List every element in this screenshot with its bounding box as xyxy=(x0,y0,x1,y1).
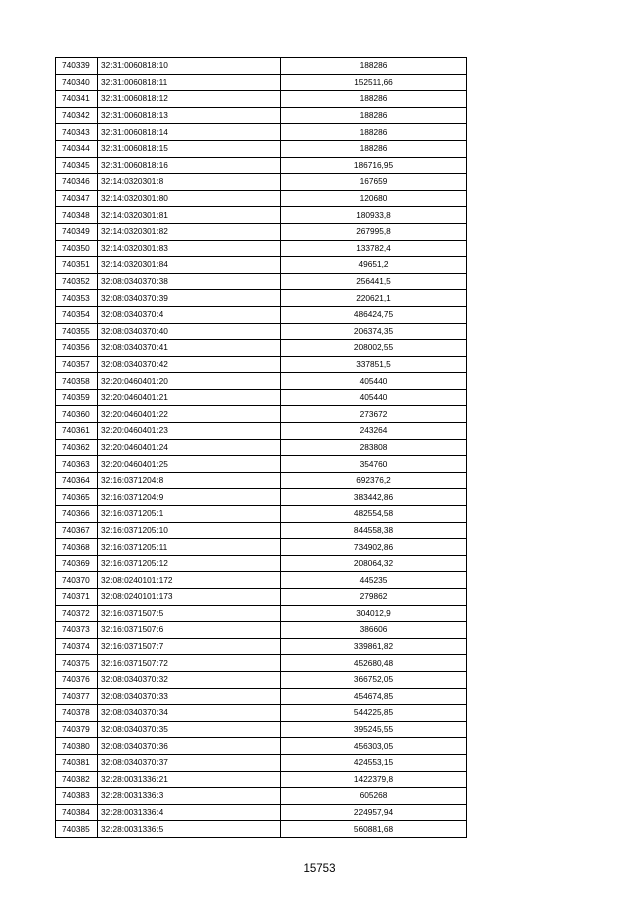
cadastral-number-cell: 32:08:0340370:35 xyxy=(98,721,281,738)
row-number-cell: 740368 xyxy=(56,539,98,556)
value-cell: 1422379,8 xyxy=(281,771,467,788)
cadastral-number-cell: 32:20:0460401:25 xyxy=(98,456,281,473)
row-number-cell: 740356 xyxy=(56,340,98,357)
row-number-cell: 740351 xyxy=(56,257,98,274)
row-number-cell: 740373 xyxy=(56,622,98,639)
table-row xyxy=(56,240,467,257)
cadastral-number-cell: 32:31:0060818:15 xyxy=(98,140,281,157)
value-cell: 267995,8 xyxy=(281,223,467,240)
row-number-cell: 740364 xyxy=(56,472,98,489)
table-row xyxy=(56,622,467,639)
table-row xyxy=(56,58,467,75)
row-number-cell: 740363 xyxy=(56,456,98,473)
value-cell: 337851,5 xyxy=(281,356,467,373)
page-number: 15753 xyxy=(303,863,336,875)
table-row xyxy=(56,74,467,91)
cadastral-number-cell: 32:31:0060818:12 xyxy=(98,91,281,108)
value-cell: 395245,55 xyxy=(281,721,467,738)
cadastral-number-cell: 32:14:0320301:84 xyxy=(98,257,281,274)
value-cell: 445235 xyxy=(281,572,467,589)
row-number-cell: 740360 xyxy=(56,406,98,423)
table-row xyxy=(56,174,467,191)
table-row xyxy=(56,771,467,788)
table-row xyxy=(56,423,467,440)
row-number-cell: 740361 xyxy=(56,423,98,440)
cadastral-number-cell: 32:08:0340370:33 xyxy=(98,688,281,705)
row-number-cell: 740340 xyxy=(56,74,98,91)
value-cell: 486424,75 xyxy=(281,306,467,323)
value-cell: 188286 xyxy=(281,91,467,108)
cadastral-number-cell: 32:16:0371507:5 xyxy=(98,605,281,622)
table-row xyxy=(56,788,467,805)
cadastral-number-cell: 32:31:0060818:10 xyxy=(98,58,281,75)
cadastral-number-cell: 32:20:0460401:21 xyxy=(98,389,281,406)
cadastral-number-cell: 32:08:0340370:32 xyxy=(98,671,281,688)
value-cell: 692376,2 xyxy=(281,472,467,489)
value-cell: 120680 xyxy=(281,190,467,207)
table-row xyxy=(56,522,467,539)
row-number-cell: 740352 xyxy=(56,273,98,290)
value-cell: 152511,66 xyxy=(281,74,467,91)
table-row xyxy=(56,257,467,274)
row-number-cell: 740380 xyxy=(56,738,98,755)
table-row xyxy=(56,306,467,323)
cadastral-number-cell: 32:31:0060818:11 xyxy=(98,74,281,91)
value-cell: 256441,5 xyxy=(281,273,467,290)
table-row xyxy=(56,738,467,755)
table-row xyxy=(56,107,467,124)
cadastral-number-cell: 32:16:0371507:72 xyxy=(98,655,281,672)
row-number-cell: 740374 xyxy=(56,638,98,655)
cadastral-number-cell: 32:20:0460401:23 xyxy=(98,423,281,440)
row-number-cell: 740348 xyxy=(56,207,98,224)
value-cell: 188286 xyxy=(281,140,467,157)
table-row xyxy=(56,290,467,307)
cadastral-number-cell: 32:08:0340370:36 xyxy=(98,738,281,755)
value-cell: 734902,86 xyxy=(281,539,467,556)
table-row xyxy=(56,688,467,705)
value-cell: 167659 xyxy=(281,174,467,191)
table-body xyxy=(56,58,467,838)
table-row xyxy=(56,456,467,473)
cadastral-number-cell: 32:28:0031336:5 xyxy=(98,821,281,838)
cadastral-number-cell: 32:08:0340370:42 xyxy=(98,356,281,373)
table-row xyxy=(56,389,467,406)
row-number-cell: 740359 xyxy=(56,389,98,406)
row-number-cell: 740357 xyxy=(56,356,98,373)
value-cell: 188286 xyxy=(281,58,467,75)
cadastral-number-cell: 32:08:0340370:39 xyxy=(98,290,281,307)
table-row xyxy=(56,472,467,489)
cadastral-number-cell: 32:31:0060818:14 xyxy=(98,124,281,141)
table-row xyxy=(56,190,467,207)
row-number-cell: 740378 xyxy=(56,705,98,722)
table-row xyxy=(56,406,467,423)
value-cell: 452680,48 xyxy=(281,655,467,672)
table-row xyxy=(56,373,467,390)
cadastral-number-cell: 32:16:0371205:1 xyxy=(98,506,281,523)
table-row xyxy=(56,721,467,738)
table-row xyxy=(56,489,467,506)
value-cell: 383442,86 xyxy=(281,489,467,506)
row-number-cell: 740362 xyxy=(56,439,98,456)
row-number-cell: 740355 xyxy=(56,323,98,340)
table-row xyxy=(56,356,467,373)
cadastral-number-cell: 32:08:0340370:38 xyxy=(98,273,281,290)
row-number-cell: 740339 xyxy=(56,58,98,75)
cadastral-number-cell: 32:08:0340370:41 xyxy=(98,340,281,357)
value-cell: 424553,15 xyxy=(281,754,467,771)
row-number-cell: 740344 xyxy=(56,140,98,157)
cadastral-number-cell: 32:16:0371507:7 xyxy=(98,638,281,655)
row-number-cell: 740382 xyxy=(56,771,98,788)
row-number-cell: 740385 xyxy=(56,821,98,838)
value-cell: 560881,68 xyxy=(281,821,467,838)
table-row xyxy=(56,273,467,290)
cadastral-number-cell: 32:16:0371205:12 xyxy=(98,555,281,572)
row-number-cell: 740350 xyxy=(56,240,98,257)
row-number-cell: 740376 xyxy=(56,671,98,688)
value-cell: 243264 xyxy=(281,423,467,440)
cadastral-number-cell: 32:08:0240101:172 xyxy=(98,572,281,589)
cadastral-number-cell: 32:14:0320301:82 xyxy=(98,223,281,240)
row-number-cell: 740342 xyxy=(56,107,98,124)
row-number-cell: 740372 xyxy=(56,605,98,622)
cadastral-number-cell: 32:08:0340370:4 xyxy=(98,306,281,323)
table-row xyxy=(56,638,467,655)
row-number-cell: 740353 xyxy=(56,290,98,307)
cadastral-number-cell: 32:31:0060818:16 xyxy=(98,157,281,174)
table-row xyxy=(56,804,467,821)
value-cell: 482554,58 xyxy=(281,506,467,523)
table-row xyxy=(56,705,467,722)
table-row xyxy=(56,605,467,622)
value-cell: 605268 xyxy=(281,788,467,805)
table-row xyxy=(56,555,467,572)
cadastral-number-cell: 32:31:0060818:13 xyxy=(98,107,281,124)
cadastral-number-cell: 32:28:0031336:4 xyxy=(98,804,281,821)
row-number-cell: 740343 xyxy=(56,124,98,141)
row-number-cell: 740375 xyxy=(56,655,98,672)
row-number-cell: 740377 xyxy=(56,688,98,705)
row-number-cell: 740347 xyxy=(56,190,98,207)
row-number-cell: 740369 xyxy=(56,555,98,572)
row-number-cell: 740365 xyxy=(56,489,98,506)
cadastral-number-cell: 32:16:0371204:9 xyxy=(98,489,281,506)
cadastral-number-cell: 32:14:0320301:81 xyxy=(98,207,281,224)
cadastral-number-cell: 32:28:0031336:21 xyxy=(98,771,281,788)
table-row xyxy=(56,572,467,589)
value-cell: 224957,94 xyxy=(281,804,467,821)
value-cell: 220621,1 xyxy=(281,290,467,307)
value-cell: 208064,32 xyxy=(281,555,467,572)
table-row xyxy=(56,157,467,174)
table-row xyxy=(56,124,467,141)
table-row xyxy=(56,323,467,340)
table-row xyxy=(56,539,467,556)
table-row xyxy=(56,223,467,240)
cadastral-number-cell: 32:20:0460401:24 xyxy=(98,439,281,456)
value-cell: 279862 xyxy=(281,589,467,606)
cadastral-number-cell: 32:20:0460401:20 xyxy=(98,373,281,390)
table-row xyxy=(56,439,467,456)
value-cell: 339861,82 xyxy=(281,638,467,655)
row-number-cell: 740371 xyxy=(56,589,98,606)
value-cell: 180933,8 xyxy=(281,207,467,224)
cadastral-number-cell: 32:14:0320301:80 xyxy=(98,190,281,207)
value-cell: 133782,4 xyxy=(281,240,467,257)
row-number-cell: 740358 xyxy=(56,373,98,390)
cadastral-number-cell: 32:14:0320301:8 xyxy=(98,174,281,191)
value-cell: 206374,35 xyxy=(281,323,467,340)
table-row xyxy=(56,655,467,672)
cadastral-number-cell: 32:14:0320301:83 xyxy=(98,240,281,257)
value-cell: 188286 xyxy=(281,124,467,141)
table-row xyxy=(56,340,467,357)
row-number-cell: 740367 xyxy=(56,522,98,539)
row-number-cell: 740370 xyxy=(56,572,98,589)
cadastral-number-cell: 32:16:0371507:6 xyxy=(98,622,281,639)
value-cell: 405440 xyxy=(281,389,467,406)
row-number-cell: 740341 xyxy=(56,91,98,108)
row-number-cell: 740354 xyxy=(56,306,98,323)
cadastral-number-cell: 32:08:0340370:40 xyxy=(98,323,281,340)
row-number-cell: 740366 xyxy=(56,506,98,523)
table-row xyxy=(56,506,467,523)
value-cell: 354760 xyxy=(281,456,467,473)
cadastral-number-cell: 32:08:0340370:34 xyxy=(98,705,281,722)
row-number-cell: 740345 xyxy=(56,157,98,174)
value-cell: 844558,38 xyxy=(281,522,467,539)
value-cell: 208002,55 xyxy=(281,340,467,357)
value-cell: 186716,95 xyxy=(281,157,467,174)
row-number-cell: 740381 xyxy=(56,754,98,771)
cadastral-number-cell: 32:08:0240101:173 xyxy=(98,589,281,606)
table-row xyxy=(56,821,467,838)
value-cell: 386606 xyxy=(281,622,467,639)
row-number-cell: 740383 xyxy=(56,788,98,805)
cadastral-number-cell: 32:20:0460401:22 xyxy=(98,406,281,423)
value-cell: 405440 xyxy=(281,373,467,390)
cadastral-number-cell: 32:16:0371205:10 xyxy=(98,522,281,539)
table-row xyxy=(56,207,467,224)
row-number-cell: 740384 xyxy=(56,804,98,821)
value-cell: 456303,05 xyxy=(281,738,467,755)
value-cell: 304012,9 xyxy=(281,605,467,622)
value-cell: 273672 xyxy=(281,406,467,423)
row-number-cell: 740346 xyxy=(56,174,98,191)
table-row xyxy=(56,671,467,688)
value-cell: 544225,85 xyxy=(281,705,467,722)
value-cell: 49651,2 xyxy=(281,257,467,274)
value-cell: 188286 xyxy=(281,107,467,124)
table-row xyxy=(56,589,467,606)
row-number-cell: 740349 xyxy=(56,223,98,240)
table-row xyxy=(56,140,467,157)
cadastral-number-cell: 32:08:0340370:37 xyxy=(98,754,281,771)
cadastral-number-cell: 32:16:0371204:8 xyxy=(98,472,281,489)
value-cell: 366752,05 xyxy=(281,671,467,688)
value-cell: 283808 xyxy=(281,439,467,456)
table-row xyxy=(56,754,467,771)
cadastral-number-cell: 32:28:0031336:3 xyxy=(98,788,281,805)
table-row xyxy=(56,91,467,108)
value-cell: 454674,85 xyxy=(281,688,467,705)
row-number-cell: 740379 xyxy=(56,721,98,738)
cadastral-value-table xyxy=(55,57,467,838)
cadastral-number-cell: 32:16:0371205:11 xyxy=(98,539,281,556)
